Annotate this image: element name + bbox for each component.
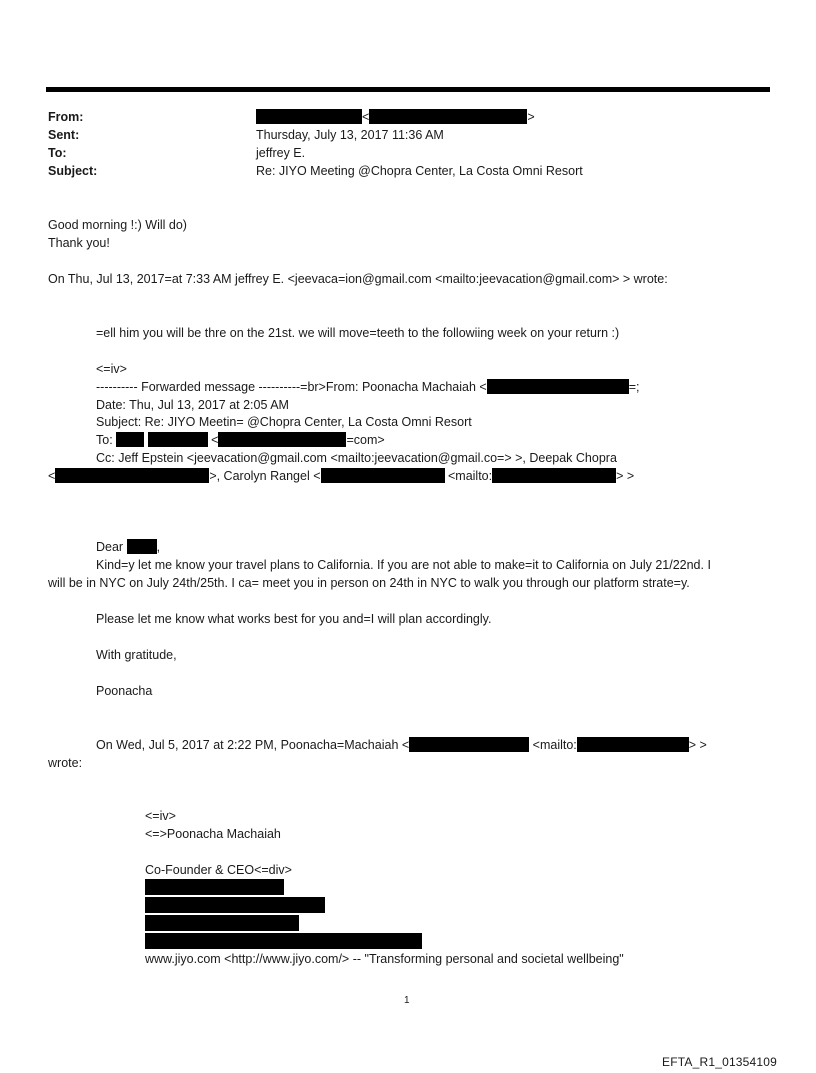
signature-title: Co-Founder & CEO<=div> — [145, 863, 292, 877]
subject-label: Subject: — [48, 164, 98, 178]
redaction — [577, 737, 689, 752]
forwarded-cc-continued: < >, Carolyn Rangel < <mailto: > > — [48, 469, 635, 483]
from-label: From: — [48, 110, 84, 124]
redaction — [492, 468, 616, 483]
reply-text: =ell him you will be thre on the 21st. we will move=teeth to the followiing week on your return :) — [96, 326, 620, 340]
forwarded-to: To: < =com> — [96, 433, 385, 447]
header-rule — [46, 87, 770, 92]
thanks: Thank you! — [48, 236, 110, 250]
subject-value: Re: JIYO Meeting @Chopra Center, La Costa Omni Resort — [256, 164, 583, 178]
earlier-wrote: wrote: — [48, 756, 83, 770]
body-paragraph-1-cont: will be in NYC on July 24th/25th. I ca= meet you in person on 24th in NYC to walk you through our platform strate=y. — [48, 576, 690, 590]
from-value: < > — [256, 108, 535, 126]
redaction — [145, 897, 325, 913]
signature-website: www.jiyo.com <http://www.jiyo.com/> -- "Transforming personal and societal wellbeing" — [145, 952, 624, 966]
redaction — [487, 379, 629, 394]
redaction — [369, 109, 527, 124]
redaction — [55, 468, 209, 483]
redaction — [127, 539, 157, 554]
redaction — [145, 933, 422, 949]
body-paragraph-2: Please let me know what works best for you and=I will plan accordingly. — [96, 612, 492, 626]
redaction — [218, 432, 346, 447]
signoff-name: Poonacha — [96, 684, 153, 698]
sent-label: Sent: — [48, 128, 80, 142]
div-tag: <=iv> — [96, 362, 127, 376]
redaction — [321, 468, 445, 483]
quoted-intro: On Thu, Jul 13, 2017=at 7:33 AM jeffrey E. <jeevaca=ion@gmail.com <mailto:jeevacation@gmail.com> > wrote: — [48, 272, 668, 286]
forwarded-subject: Subject: Re: JIYO Meetin= @Chopra Center, La Costa Omni Resort — [96, 415, 472, 429]
forwarded-date: Date: Thu, Jul 13, 2017 at 2:05 AM — [96, 398, 289, 412]
to-label: To: — [48, 146, 67, 160]
salutation: Dear , — [96, 540, 161, 554]
document-id: EFTA_R1_01354109 — [662, 1055, 778, 1069]
redaction — [116, 432, 144, 447]
redaction — [148, 432, 208, 447]
forwarded-cc: Cc: Jeff Epstein <jeevacation@gmail.com <mailto:jeevacation@gmail.co=> >, Deepak Chopra — [96, 451, 617, 465]
greeting: Good morning !:) Will do) — [48, 218, 187, 232]
body-paragraph-1: Kind=y let me know your travel plans to California. If you are not able to make=it to California on July 21/22nd. I — [96, 558, 711, 572]
earlier-quote-intro: On Wed, Jul 5, 2017 at 2:22 PM, Poonacha=Machaiah < <mailto: > > — [96, 738, 707, 752]
signature-name: <=>Poonacha Machaiah — [145, 827, 281, 841]
sent-value: Thursday, July 13, 2017 11:36 AM — [256, 128, 444, 142]
signature-div: <=iv> — [145, 809, 176, 823]
redaction — [145, 915, 299, 931]
forwarded-header: ---------- Forwarded message ----------=br>From: Poonacha Machaiah < =; — [96, 380, 640, 394]
redaction — [145, 879, 284, 895]
page-number: 1 — [404, 995, 410, 1006]
redaction — [256, 109, 362, 124]
to-value: jeffrey E. — [256, 146, 306, 160]
redaction — [409, 737, 529, 752]
closing: With gratitude, — [96, 648, 177, 662]
